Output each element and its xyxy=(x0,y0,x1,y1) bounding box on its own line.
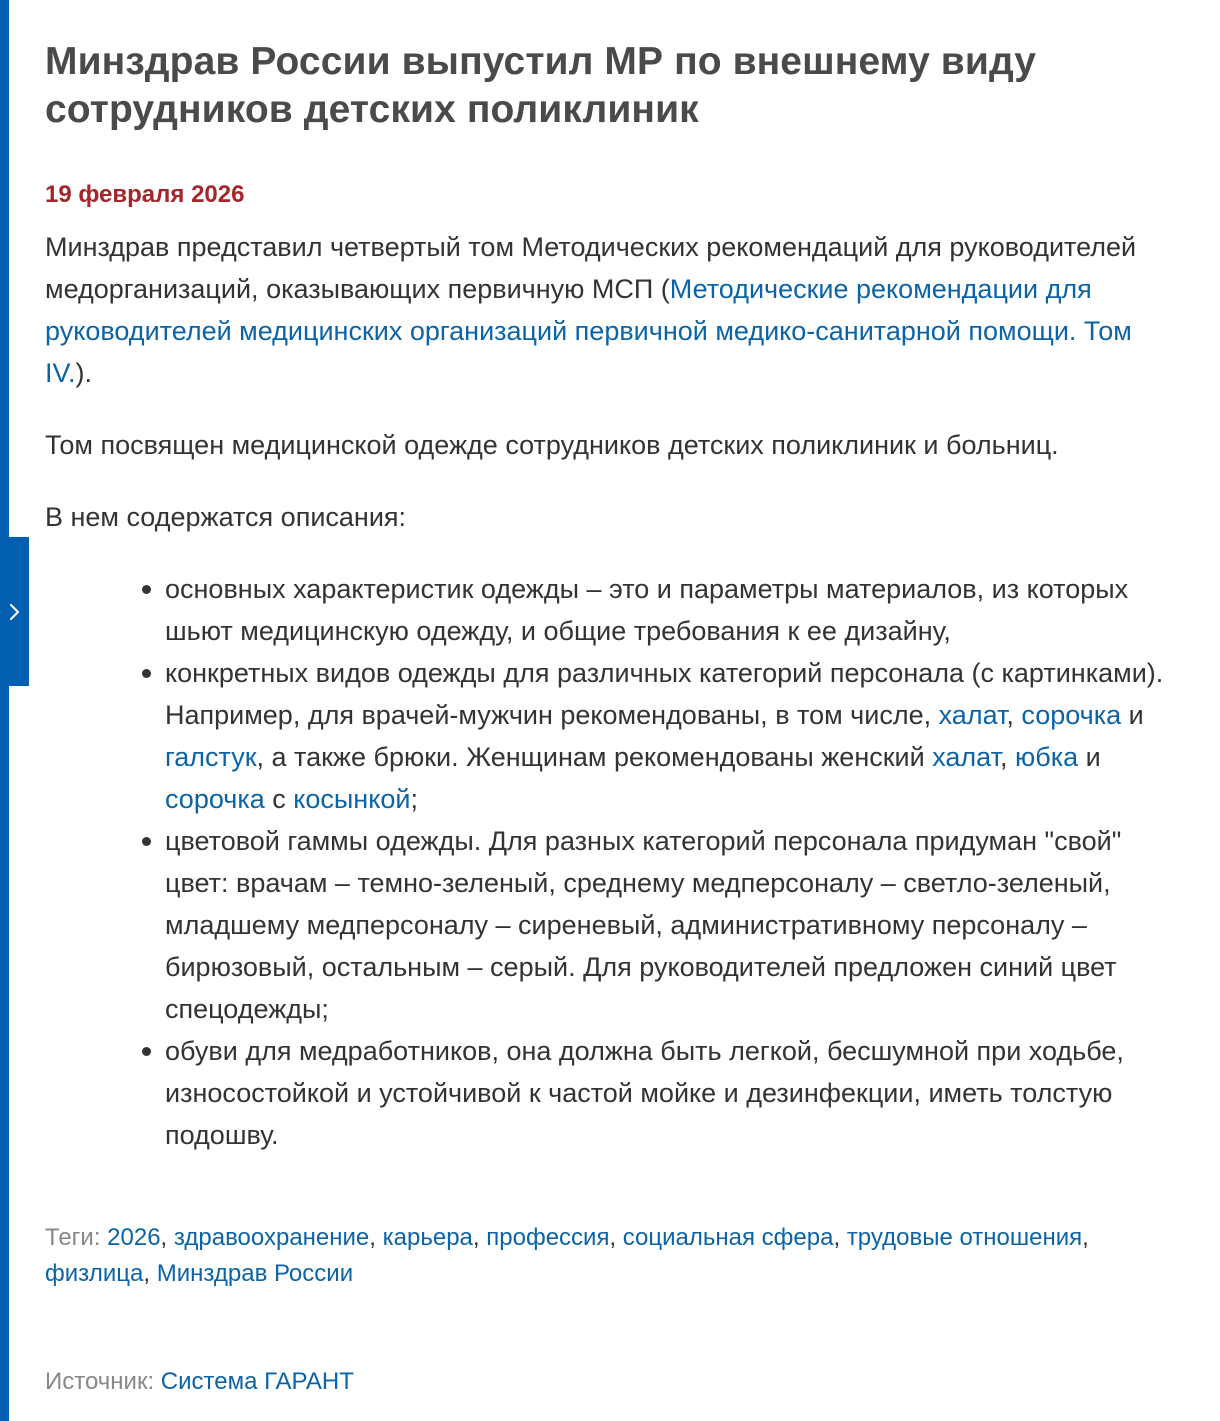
tag-separator: , xyxy=(472,1224,487,1251)
tag-separator: , xyxy=(160,1224,174,1251)
article xyxy=(45,38,1185,1400)
article-title: Минздрав России выпустил МР по внешнему виду сотрудников детских поликлиник xyxy=(45,40,1037,131)
tag-individuals[interactable]: физлица xyxy=(45,1260,144,1287)
list-item xyxy=(165,820,1185,1030)
list-item xyxy=(165,568,1185,652)
link-galstuk[interactable]: галстук xyxy=(165,742,257,772)
list-item-text: цветовой гаммы одежды. Для разных категорий персонала придуман "свой" цвет: врачам – темно-зеленый, среднему медперсоналу – светло-зеленый, младшему медперсоналу – сиреневый, административному персоналу – бирюзовый, остальным – серый. Для руководителей предложен синий цвет спецодежды; xyxy=(165,826,1122,1024)
contents-intro-paragraph: В нем содержатся описания: xyxy=(45,502,407,532)
tag-separator: , xyxy=(143,1260,157,1287)
source-link[interactable]: Система ГАРАНТ xyxy=(160,1368,354,1395)
tag-separator: , xyxy=(833,1224,847,1251)
tag-social-sphere[interactable]: социальная сфера xyxy=(622,1224,834,1251)
intro-text-end: ). xyxy=(75,358,93,388)
volume-topic-paragraph: Том посвящен медицинской одежде сотрудников детских поликлиник и больниц. xyxy=(45,430,1059,460)
chevron-right-icon xyxy=(9,602,21,622)
list-item-text: и xyxy=(1121,700,1144,730)
bullet-icon xyxy=(142,585,151,594)
list-item-text: ; xyxy=(410,784,418,814)
tag-separator: , xyxy=(609,1224,623,1251)
tags-label: Теги: xyxy=(45,1224,108,1251)
link-khalat-men[interactable]: халат xyxy=(938,700,1007,730)
source-section xyxy=(45,1364,1185,1400)
bullet-icon xyxy=(142,1047,151,1056)
tag-profession[interactable]: профессия xyxy=(486,1224,610,1251)
tag-healthcare[interactable]: здравоохранение xyxy=(173,1224,370,1251)
tag-labor-relations[interactable]: трудовые отношения xyxy=(846,1224,1083,1251)
contents-list xyxy=(45,568,1185,1156)
list-item-text: , xyxy=(1006,700,1022,730)
list-item-text: обуви для медработников, она должна быть легкой, бесшумной при ходьбе, износостойкой и устойчивой к частой мойке и дезинфекции, иметь толстую подошву. xyxy=(165,1036,1124,1150)
list-item-text: и xyxy=(1078,742,1101,772)
tag-minzdrav[interactable]: Минздрав России xyxy=(156,1260,354,1287)
intro-text: Минздрав представил четвертый том Методических рекомендаций для руководителей медорганизаций, оказывающих первичную МСП ( xyxy=(45,232,1137,304)
list-item-text: , а также брюки. Женщинам рекомендованы женский xyxy=(256,742,933,772)
tag-separator: , xyxy=(369,1224,383,1251)
tag-separator: , xyxy=(1082,1224,1089,1251)
link-khalat-women[interactable]: халат xyxy=(932,742,1000,772)
link-sorochka-women[interactable]: сорочка xyxy=(165,784,265,814)
tags-section xyxy=(45,1220,1185,1292)
list-item-text: , xyxy=(999,742,1015,772)
link-sorochka-men[interactable]: сорочка xyxy=(1021,700,1122,730)
tag-career[interactable]: карьера xyxy=(382,1224,473,1251)
link-kosynka[interactable]: косынкой xyxy=(293,784,411,814)
list-item-text: с xyxy=(264,784,294,814)
bullet-icon xyxy=(142,837,151,846)
bullet-icon xyxy=(142,669,151,678)
sidebar-toggle-button[interactable] xyxy=(0,537,29,686)
link-yubka[interactable]: юбка xyxy=(1015,742,1079,772)
source-label: Источник: xyxy=(45,1368,161,1395)
left-accent-bar xyxy=(0,0,9,1421)
list-item-text: основных характеристик одежды – это и параметры материалов, из которых шьют медицинскую одежду, и общие требования к ее дизайну, xyxy=(165,574,1129,646)
list-item-text: конкретных видов одежды для различных категорий персонала (с картинками). Например, для врачей-мужчин рекомендованы, в том числе, xyxy=(165,658,1164,730)
methodical-recommendations-link[interactable]: Методические рекомендации для руководителей медицинских организаций первичной медико-санитарной помощи. Том IV. xyxy=(45,274,1132,388)
tag-2026[interactable]: 2026 xyxy=(107,1224,161,1251)
intro-paragraph xyxy=(45,226,1185,394)
article-date: 19 февраля 2026 xyxy=(45,181,245,208)
list-item xyxy=(165,1030,1185,1156)
list-item xyxy=(165,652,1185,820)
